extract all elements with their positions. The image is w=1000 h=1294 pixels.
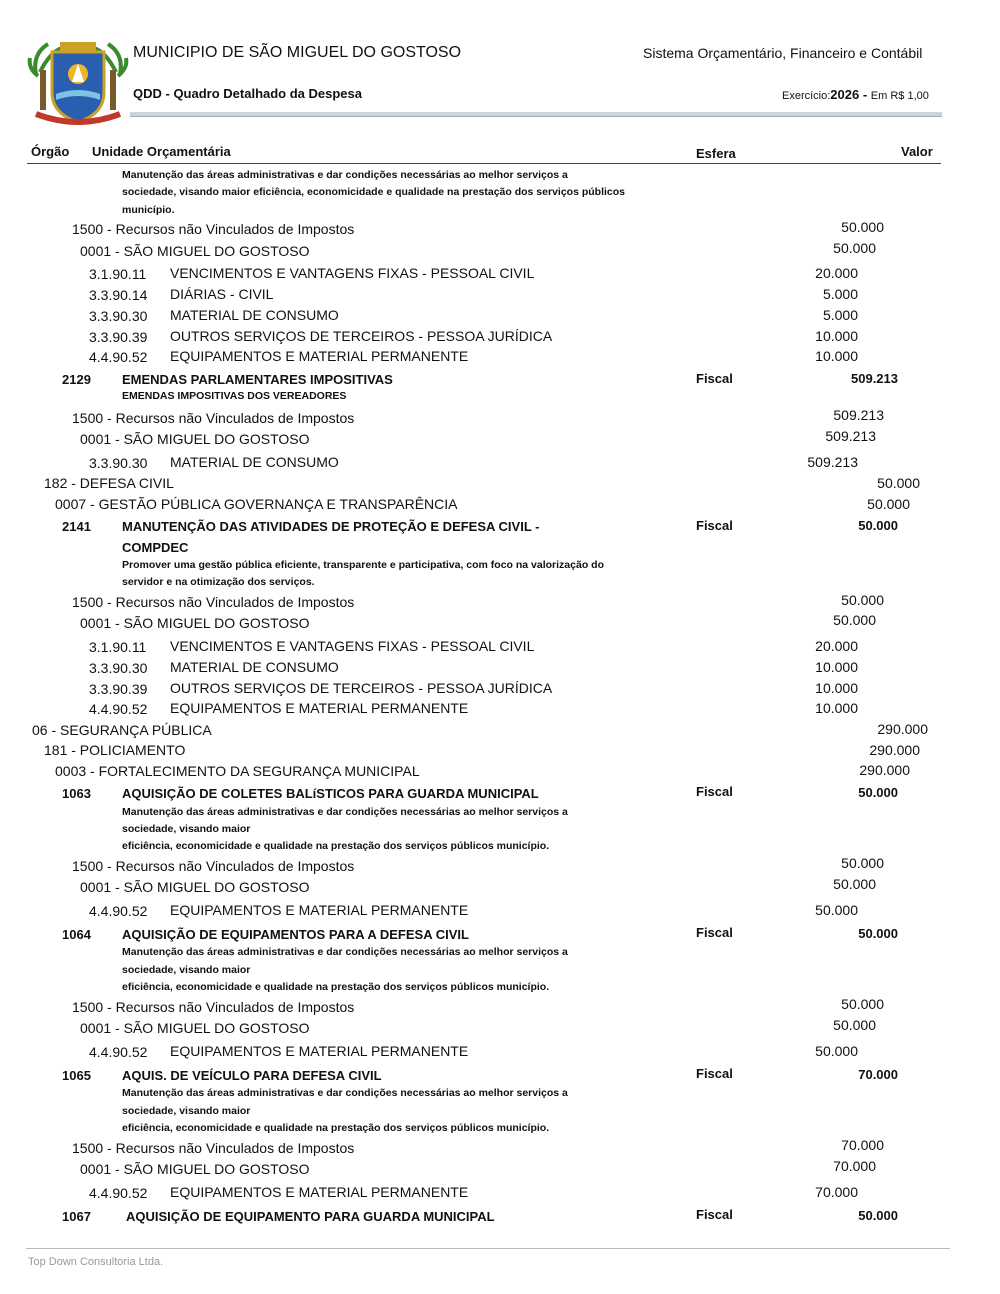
element-desc: MATERIAL DE CONSUMO bbox=[170, 659, 339, 675]
fonte-recurso: 1500 - Recursos não Vinculados de Impostos bbox=[72, 999, 355, 1015]
action-title: AQUISIÇÃO DE EQUIPAMENTO PARA GUARDA MUNICIPAL bbox=[126, 1209, 495, 1224]
action-description: Promover uma gestão pública eficiente, transparente e participativa, com foco na valorização do bbox=[122, 559, 604, 571]
fonte-value: 50.000 bbox=[841, 855, 884, 871]
col-esfera: Esfera bbox=[696, 146, 736, 161]
element-desc: MATERIAL DE CONSUMO bbox=[170, 454, 339, 470]
exercise-label: Exercício: bbox=[782, 90, 831, 102]
action-code: 1064 bbox=[62, 927, 91, 942]
col-unidade: Unidade Orçamentária bbox=[92, 144, 231, 159]
funcao-label: 06 - SEGURANÇA PÚBLICA bbox=[32, 722, 212, 738]
action-description: sociedade, visando maior bbox=[122, 823, 251, 835]
action-title: AQUIS. DE VEÍCULO PARA DEFESA CIVIL bbox=[122, 1068, 382, 1083]
element-desc: EQUIPAMENTOS E MATERIAL PERMANENTE bbox=[170, 1184, 469, 1200]
action-title: AQUISIÇÃO DE EQUIPAMENTOS PARA A DEFESA CIVIL bbox=[122, 927, 469, 942]
unidade-gestora: 0001 - SÃO MIGUEL DO GOSTOSO bbox=[80, 615, 310, 631]
fonte-recurso: 1500 - Recursos não Vinculados de Impostos bbox=[72, 594, 355, 610]
programa-label: 0003 - FORTALECIMENTO DA SEGURANÇA MUNICIPAL bbox=[55, 763, 420, 779]
esfera-value: Fiscal bbox=[696, 784, 733, 799]
action-code: 1065 bbox=[62, 1068, 91, 1083]
action-description: eficiência, economicidade e qualidade na prestação dos serviços públicos município. bbox=[122, 1122, 550, 1134]
action-value: 50.000 bbox=[858, 926, 898, 941]
esfera-value: Fiscal bbox=[696, 518, 733, 533]
element-value: 10.000 bbox=[815, 328, 858, 344]
element-value: 70.000 bbox=[815, 1184, 858, 1200]
header-divider bbox=[130, 112, 942, 117]
subfuncao-value: 290.000 bbox=[869, 742, 920, 758]
action-description: Manutenção das áreas administrativas e dar condições necessárias ao melhor serviços a bbox=[122, 1087, 568, 1099]
element-code: 3.1.90.11 bbox=[89, 266, 147, 282]
action-value: 70.000 bbox=[858, 1067, 898, 1082]
element-value: 10.000 bbox=[815, 659, 858, 675]
fonte-value: 50.000 bbox=[841, 592, 884, 608]
element-code: 3.3.90.30 bbox=[89, 455, 148, 471]
unidade-value: 50.000 bbox=[833, 1017, 876, 1033]
subfuncao-label: 181 - POLICIAMENTO bbox=[44, 742, 186, 758]
report-title: QDD - Quadro Detalhado da Despesa bbox=[133, 86, 362, 101]
action-description: EMENDAS IMPOSITIVAS DOS VEREADORES bbox=[122, 390, 347, 402]
element-value: 10.000 bbox=[815, 680, 858, 696]
action-code: 1063 bbox=[62, 786, 91, 801]
system-name: Sistema Orçamentário, Financeiro e Contábil bbox=[643, 45, 923, 61]
action-description: município. bbox=[122, 204, 175, 216]
action-description: eficiência, economicidade e qualidade na prestação dos serviços públicos município. bbox=[122, 981, 550, 993]
currency-label: Em R$ 1,00 bbox=[870, 90, 929, 102]
unidade-value: 509.213 bbox=[825, 428, 876, 444]
action-value: 50.000 bbox=[858, 518, 898, 533]
element-value: 20.000 bbox=[815, 265, 858, 281]
element-value: 20.000 bbox=[815, 638, 858, 654]
action-code: 1067 bbox=[62, 1209, 91, 1224]
exercise-separator: - bbox=[859, 87, 871, 102]
funcao-value: 290.000 bbox=[877, 721, 928, 737]
element-desc: EQUIPAMENTOS E MATERIAL PERMANENTE bbox=[170, 348, 469, 364]
element-desc: VENCIMENTOS E VANTAGENS FIXAS - PESSOAL CIVIL bbox=[170, 638, 535, 654]
esfera-value: Fiscal bbox=[696, 925, 733, 940]
action-description: Manutenção das áreas administrativas e dar condições necessárias ao melhor serviços a bbox=[122, 806, 568, 818]
element-value: 10.000 bbox=[815, 700, 858, 716]
programa-label: 0007 - GESTÃO PÚBLICA GOVERNANÇA E TRANSPARÊNCIA bbox=[55, 496, 458, 512]
element-value: 10.000 bbox=[815, 348, 858, 364]
action-description: Manutenção das áreas administrativas e dar condições necessárias ao melhor serviços a bbox=[122, 946, 568, 958]
element-desc: DIÁRIAS - CIVIL bbox=[170, 286, 274, 302]
action-title: COMPDEC bbox=[122, 540, 189, 555]
unidade-gestora: 0001 - SÃO MIGUEL DO GOSTOSO bbox=[80, 1161, 310, 1177]
action-description: eficiência, economicidade e qualidade na prestação dos serviços públicos município. bbox=[122, 840, 550, 852]
unidade-gestora: 0001 - SÃO MIGUEL DO GOSTOSO bbox=[80, 243, 310, 259]
element-code: 3.3.90.30 bbox=[89, 660, 148, 676]
action-title: MANUTENÇÃO DAS ATIVIDADES DE PROTEÇÃO E DEFESA CIVIL - bbox=[122, 519, 540, 534]
element-code: 4.4.90.52 bbox=[89, 349, 148, 365]
fonte-recurso: 1500 - Recursos não Vinculados de Impostos bbox=[72, 1140, 355, 1156]
fonte-value: 50.000 bbox=[841, 219, 884, 235]
action-code: 2141 bbox=[62, 519, 91, 534]
unidade-gestora: 0001 - SÃO MIGUEL DO GOSTOSO bbox=[80, 879, 310, 895]
action-code: 2129 bbox=[62, 372, 91, 387]
element-value: 50.000 bbox=[815, 1043, 858, 1059]
element-desc: OUTROS SERVIÇOS DE TERCEIROS - PESSOA JURÍDICA bbox=[170, 680, 553, 696]
fonte-recurso: 1500 - Recursos não Vinculados de Impostos bbox=[72, 410, 355, 426]
element-code: 3.3.90.39 bbox=[89, 681, 148, 697]
subfuncao-value: 50.000 bbox=[877, 475, 920, 491]
programa-value: 290.000 bbox=[859, 762, 910, 778]
action-value: 509.213 bbox=[851, 371, 898, 386]
action-description: sociedade, visando maior bbox=[122, 964, 251, 976]
programa-value: 50.000 bbox=[867, 496, 910, 512]
element-code: 3.3.90.39 bbox=[89, 329, 148, 345]
action-description: sociedade, visando maior bbox=[122, 1105, 251, 1117]
unidade-value: 70.000 bbox=[833, 1158, 876, 1174]
element-desc: EQUIPAMENTOS E MATERIAL PERMANENTE bbox=[170, 902, 469, 918]
unidade-gestora: 0001 - SÃO MIGUEL DO GOSTOSO bbox=[80, 431, 310, 447]
action-value: 50.000 bbox=[858, 785, 898, 800]
fonte-value: 50.000 bbox=[841, 996, 884, 1012]
fonte-recurso: 1500 - Recursos não Vinculados de Impostos bbox=[72, 858, 355, 874]
element-code: 4.4.90.52 bbox=[89, 1185, 148, 1201]
footer-rule bbox=[26, 1248, 950, 1249]
element-value: 5.000 bbox=[822, 307, 858, 323]
element-code: 3.1.90.11 bbox=[89, 639, 147, 655]
unidade-value: 50.000 bbox=[833, 876, 876, 892]
action-value: 50.000 bbox=[858, 1208, 898, 1223]
fonte-value: 509.213 bbox=[833, 407, 884, 423]
footer-company: Top Down Consultoria Ltda. bbox=[28, 1256, 164, 1268]
esfera-value: Fiscal bbox=[696, 1207, 733, 1222]
element-code: 4.4.90.52 bbox=[89, 903, 148, 919]
column-header-rule bbox=[27, 163, 941, 164]
municipal-coat-of-arms-logo bbox=[26, 34, 130, 128]
fonte-recurso: 1500 - Recursos não Vinculados de Impostos bbox=[72, 221, 355, 237]
unidade-gestora: 0001 - SÃO MIGUEL DO GOSTOSO bbox=[80, 1020, 310, 1036]
element-desc: EQUIPAMENTOS E MATERIAL PERMANENTE bbox=[170, 700, 469, 716]
unidade-value: 50.000 bbox=[833, 240, 876, 256]
action-description: Manutenção das áreas administrativas e dar condições necessárias ao melhor serviços a bbox=[122, 169, 568, 181]
element-code: 4.4.90.52 bbox=[89, 701, 148, 717]
subfuncao-label: 182 - DEFESA CIVIL bbox=[44, 475, 174, 491]
element-desc: MATERIAL DE CONSUMO bbox=[170, 307, 339, 323]
esfera-value: Fiscal bbox=[696, 1066, 733, 1081]
element-value: 50.000 bbox=[815, 902, 858, 918]
fonte-value: 70.000 bbox=[841, 1137, 884, 1153]
element-code: 3.3.90.30 bbox=[89, 308, 148, 324]
element-desc: VENCIMENTOS E VANTAGENS FIXAS - PESSOAL CIVIL bbox=[170, 265, 535, 281]
element-code: 4.4.90.52 bbox=[89, 1044, 148, 1060]
exercise-year: 2026 bbox=[830, 87, 860, 102]
action-title: EMENDAS PARLAMENTARES IMPOSITIVAS bbox=[122, 372, 393, 387]
element-desc: OUTROS SERVIÇOS DE TERCEIROS - PESSOA JURÍDICA bbox=[170, 328, 553, 344]
exercise-info bbox=[782, 87, 929, 102]
col-orgao: Órgão bbox=[31, 144, 70, 159]
col-valor: Valor bbox=[901, 144, 933, 159]
unidade-value: 50.000 bbox=[833, 612, 876, 628]
element-code: 3.3.90.14 bbox=[89, 287, 148, 303]
action-description: sociedade, visando maior eficiência, economicidade e qualidade na prestação dos serviços públicos bbox=[122, 186, 626, 198]
element-value: 5.000 bbox=[822, 286, 858, 302]
action-description: servidor e na otimização dos serviços. bbox=[122, 576, 315, 588]
element-desc: EQUIPAMENTOS E MATERIAL PERMANENTE bbox=[170, 1043, 469, 1059]
municipality-name: MUNICIPIO DE SÃO MIGUEL DO GOSTOSO bbox=[133, 44, 462, 61]
element-value: 509.213 bbox=[807, 454, 858, 470]
action-title: AQUISIÇÃO DE COLETES BALíSTICOS PARA GUARDA MUNICIPAL bbox=[122, 786, 539, 801]
esfera-value: Fiscal bbox=[696, 371, 733, 386]
